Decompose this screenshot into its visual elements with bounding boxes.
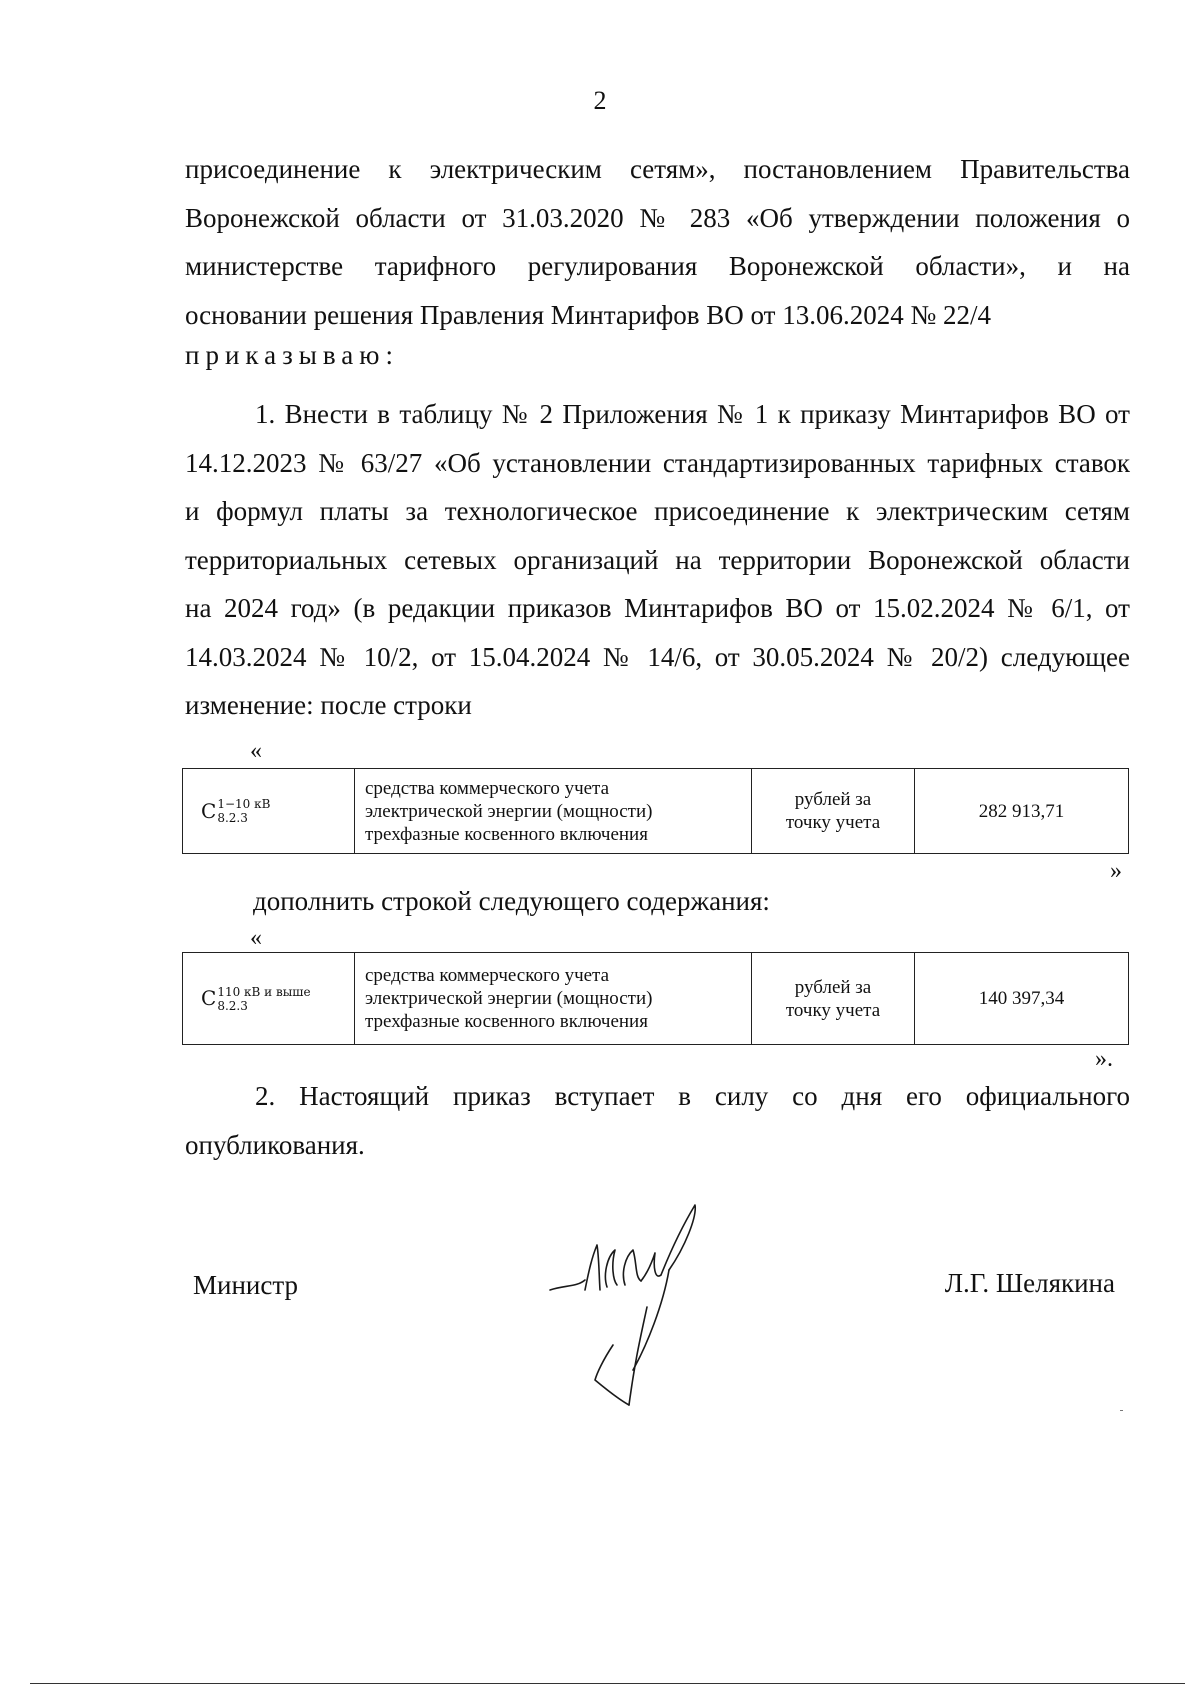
intro-paragraph bbox=[185, 145, 1130, 339]
text-line: на 2024 год» (в редакции приказов Минтарифов ВО от 15.02.2024 № 6/1, от bbox=[185, 593, 1130, 623]
table-row bbox=[183, 769, 1129, 854]
unit-line: точку учета bbox=[785, 812, 881, 833]
supplement-text: дополнить строкой следующего содержания: bbox=[253, 886, 770, 916]
unit-line: точку учета bbox=[785, 999, 881, 1021]
unit-cell bbox=[752, 769, 915, 854]
text-line: 2. Настоящий приказ вступает в силу со дня его официального bbox=[255, 1081, 1130, 1111]
page-number: 2 bbox=[593, 86, 607, 115]
footer-line bbox=[30, 1683, 1185, 1684]
text-line: основании решения Правления Минтарифов ВО от 13.06.2024 № 22/4 bbox=[185, 299, 991, 330]
code-superscript: 110 кВ и выше bbox=[217, 984, 311, 999]
tariff-table-existing bbox=[182, 768, 1129, 854]
description-line: трехфазные косвенного включения bbox=[365, 823, 648, 845]
unit-line: рублей за bbox=[794, 976, 872, 998]
text-line: территориальных сетевых организаций на территории Воронежской области bbox=[185, 544, 1130, 575]
unit-line: рублей за bbox=[794, 789, 872, 810]
clause-1-paragraph bbox=[185, 390, 1130, 730]
text-line: 14.03.2024 № 10/2, от 15.04.2024 № 14/6, от 30.05.2024 № 20/2) следующее bbox=[185, 641, 1130, 672]
order-word: приказываю: bbox=[185, 340, 399, 370]
text-line: Воронежской области от 31.03.2020 № 283 «Об утверждении положения о bbox=[185, 202, 1130, 233]
tariff-code bbox=[201, 985, 311, 1013]
text-line: присоединение к электрическим сетям», постановлением Правительства bbox=[185, 154, 1130, 184]
description-line: электрической энергии (мощности) bbox=[365, 988, 653, 1009]
code-subscript: 8.2.3 bbox=[217, 811, 248, 825]
description-line: трехфазные косвенного включения bbox=[365, 1011, 648, 1032]
code-subscript: 8.2.3 bbox=[217, 998, 248, 1013]
code-cell bbox=[183, 769, 355, 854]
description-line: средства коммерческого учета bbox=[365, 777, 610, 799]
minister-title: Министр bbox=[193, 1270, 298, 1300]
value-cell: 140 397,34 bbox=[915, 953, 1129, 1045]
handwritten-signature bbox=[545, 1195, 735, 1415]
opening-quote: « bbox=[250, 738, 262, 764]
description-cell bbox=[355, 953, 752, 1045]
unit-cell bbox=[752, 953, 915, 1045]
opening-quote: « bbox=[250, 925, 262, 951]
text-line: изменение: после строки bbox=[185, 690, 472, 720]
code-superscript: 1−10 кВ bbox=[217, 797, 271, 811]
table-row bbox=[183, 953, 1129, 1045]
code-base: C bbox=[201, 986, 217, 1010]
text-line: и формул платы за технологическое присоединение к электрическим сетям bbox=[185, 496, 1130, 526]
text-line: 1. Внести в таблицу № 2 Приложения № 1 к приказу Минтарифов ВО от bbox=[255, 399, 1130, 429]
text-line: опубликования. bbox=[185, 1129, 365, 1160]
description-line: средства коммерческого учета bbox=[365, 965, 610, 986]
description-line: электрической энергии (мощности) bbox=[365, 800, 653, 822]
scan-speck bbox=[1120, 1410, 1123, 1411]
value-cell: 282 913,71 bbox=[915, 769, 1129, 854]
tariff-table-new bbox=[182, 952, 1129, 1045]
text-line: 14.12.2023 № 63/27 «Об установлении стандартизированных тарифных ставок bbox=[185, 447, 1130, 478]
clause-2-paragraph bbox=[185, 1072, 1130, 1169]
code-cell bbox=[183, 953, 355, 1045]
code-base: C bbox=[201, 798, 217, 823]
tariff-code bbox=[201, 797, 270, 825]
closing-quote: » bbox=[1110, 858, 1122, 884]
text-line: министерстве тарифного регулирования Воронежской области», и на bbox=[185, 251, 1130, 281]
minister-name: Л.Г. Шелякина bbox=[944, 1268, 1115, 1298]
closing-quote: ». bbox=[1095, 1046, 1113, 1072]
description-cell bbox=[355, 769, 752, 854]
